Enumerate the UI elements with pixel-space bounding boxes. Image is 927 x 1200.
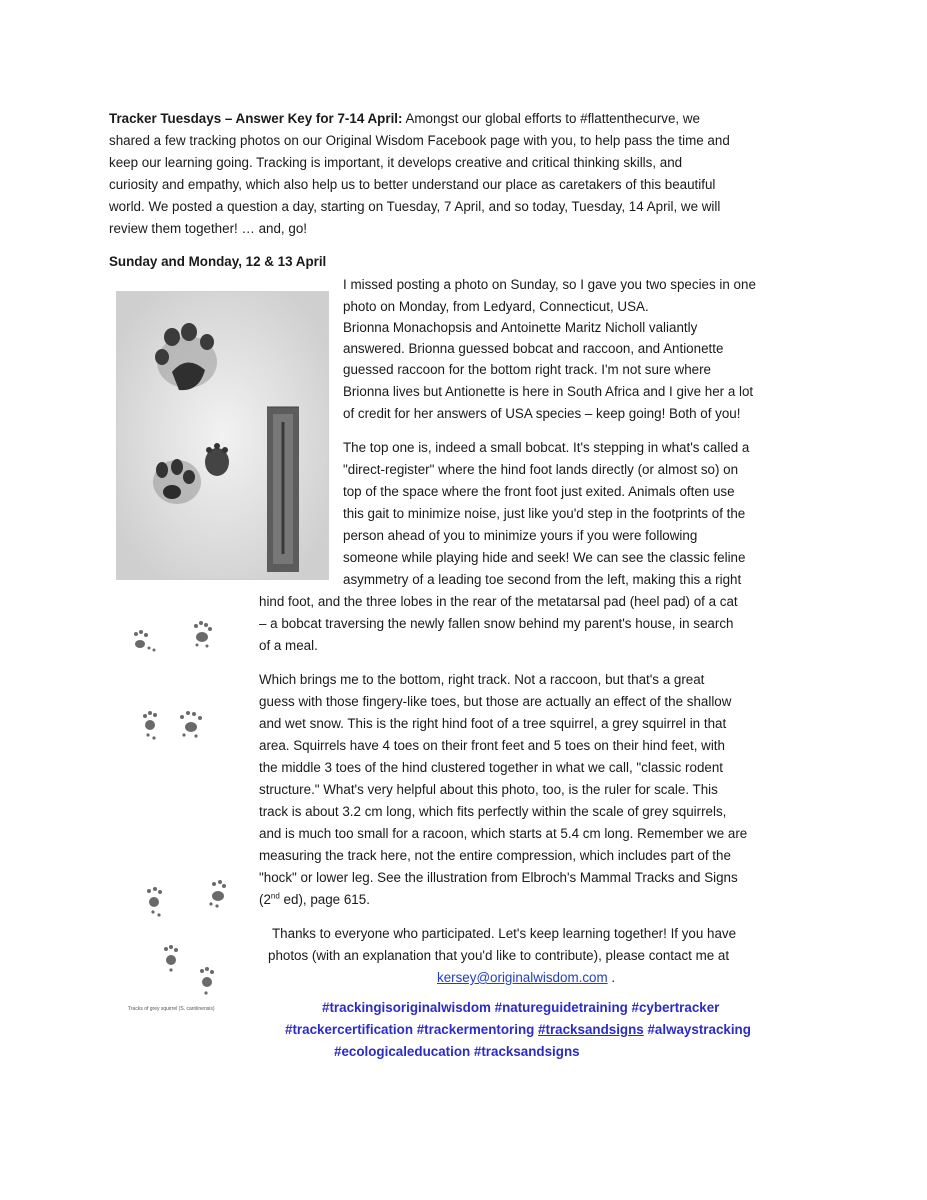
para3-line-1: Which brings me to the bottom, right track. Not a raccoon, but that's a great xyxy=(259,672,705,687)
thanks-line-2: photos (with an explanation that you'd like to contribute), please contact me at xyxy=(268,948,730,963)
para1-line-2: photo on Monday, from Ledyard, Connecticut, USA. xyxy=(343,299,649,314)
footprint-icon xyxy=(200,967,214,995)
intro-line-6: review them together! … and, go! xyxy=(109,221,307,236)
intro-line-4: curiosity and empathy, which also help us to better understand our place as caretakers of this beautiful xyxy=(109,177,716,192)
para3-line-9: measuring the track here, not the entire compression, which includes part of the xyxy=(259,848,731,863)
para1-line-7: of credit for her answers of USA species – keep going! Both of you! xyxy=(343,406,741,421)
hashtags-line-1: #trackingisoriginalwisdom #natureguidetraining #cybertracker xyxy=(322,1000,720,1015)
tracks-photo xyxy=(116,291,329,580)
para3-line-7: track is about 3.2 cm long, which fits perfectly within the scale of grey squirrels, xyxy=(259,804,727,819)
para3-line-11: (2nd ed), page 615. xyxy=(259,891,370,907)
para3-line-3: and wet snow. This is the right hind foot of a tree squirrel, a grey squirrel in that xyxy=(259,716,727,731)
para1-line-6: Brionna lives but Antionette is here in South Africa and I give her a lot xyxy=(343,384,754,399)
para3-line-6: structure." What's very helpful about this photo, too, is the ruler for scale. This xyxy=(259,782,718,797)
footprint-icon xyxy=(143,711,157,740)
footprint-icon xyxy=(180,711,202,738)
thanks-line-3: kersey@originalwisdom.com . xyxy=(437,970,616,985)
email-link[interactable]: kersey@originalwisdom.com xyxy=(437,970,608,985)
para2-line-5: person ahead of you to minimize yours if you were following xyxy=(343,528,698,543)
footprint-icon xyxy=(147,887,162,917)
tracksandsigns-link[interactable]: #tracksandsigns xyxy=(538,1022,644,1037)
para3-line-2: guess with those fingery-like toes, but those are actually an effect of the shallow xyxy=(259,694,732,709)
para2-line-3: top of the space where the front foot just exited. Animals often use xyxy=(343,484,735,499)
thanks-line-1: Thanks to everyone who participated. Let's keep learning together! If you have xyxy=(272,926,737,941)
para1-line-3: Brionna Monachopsis and Antoinette Maritz Nicholl valiantly xyxy=(343,320,698,335)
para2-line-7: asymmetry of a leading toe second from the left, making this a right xyxy=(343,572,742,587)
para2-line-8: hind foot, and the three lobes in the rear of the metatarsal pad (heel pad) of a cat xyxy=(259,594,738,609)
illustration-caption: Tracks of grey squirrel (S. carolinensis) xyxy=(128,1006,215,1012)
para2-line-1: The top one is, indeed a small bobcat. It's stepping in what's called a xyxy=(343,440,750,455)
para1-line-1: I missed posting a photo on Sunday, so I gave you two species in one xyxy=(343,277,756,292)
intro-line-2: shared a few tracking photos on our Original Wisdom Facebook page with you, to help pass the time and xyxy=(109,133,730,148)
para3-line-8: and is much too small for a racoon, which starts at 5.4 cm long. Remember we are xyxy=(259,826,748,841)
para2-line-6: someone while playing hide and seek! We can see the classic feline xyxy=(343,550,746,565)
squirrel-tracks-illustration xyxy=(120,615,250,1010)
para2-line-2: "direct-register" where the hind foot lands directly (or almost so) on xyxy=(343,462,739,477)
intro-line-1: Tracker Tuesdays – Answer Key for 7-14 April: Amongst our global efforts to #flattenthecurve, we xyxy=(109,111,700,126)
para2-line-9: – a bobcat traversing the newly fallen snow behind my parent's house, in search xyxy=(259,616,734,631)
hashtags-line-3: #ecologicaleducation #tracksandsigns xyxy=(334,1044,580,1059)
hashtags-line-2: #trackercertification #trackermentoring #tracksandsigns #alwaystracking xyxy=(285,1022,751,1037)
section-heading: Sunday and Monday, 12 & 13 April xyxy=(109,254,327,269)
intro-line-5: world. We posted a question a day, starting on Tuesday, 7 April, and so today, Tuesday, 14 April, we will xyxy=(109,199,721,214)
para2-line-4: this gait to minimize noise, just like you'd step in the footprints of the xyxy=(343,506,746,521)
footprint-icon xyxy=(194,621,212,648)
para1-line-4: answered. Brionna guessed bobcat and raccoon, and Antionette xyxy=(343,341,724,356)
intro-line-3: keep our learning going. Tracking is important, it develops creative and critical thinking skills, and xyxy=(109,155,683,170)
footprint-icon xyxy=(164,945,178,972)
para1-line-5: guessed raccoon for the bottom right track. I'm not sure where xyxy=(343,362,712,377)
para2-line-10: of a meal. xyxy=(259,638,318,653)
intro-heading: Tracker Tuesdays – Answer Key for 7-14 April: xyxy=(109,111,403,126)
footprint-icon xyxy=(134,630,156,652)
para3-line-4: area. Squirrels have 4 toes on their front feet and 5 toes on their hind feet, with xyxy=(259,738,725,753)
footprint-icon xyxy=(209,880,226,908)
para3-line-10: "hock" or lower leg. See the illustration from Elbroch's Mammal Tracks and Signs xyxy=(259,870,738,885)
para3-line-5: the middle 3 toes of the hind clustered together in what we call, "classic rodent xyxy=(259,760,724,775)
snow-tracks-photo xyxy=(117,292,328,579)
